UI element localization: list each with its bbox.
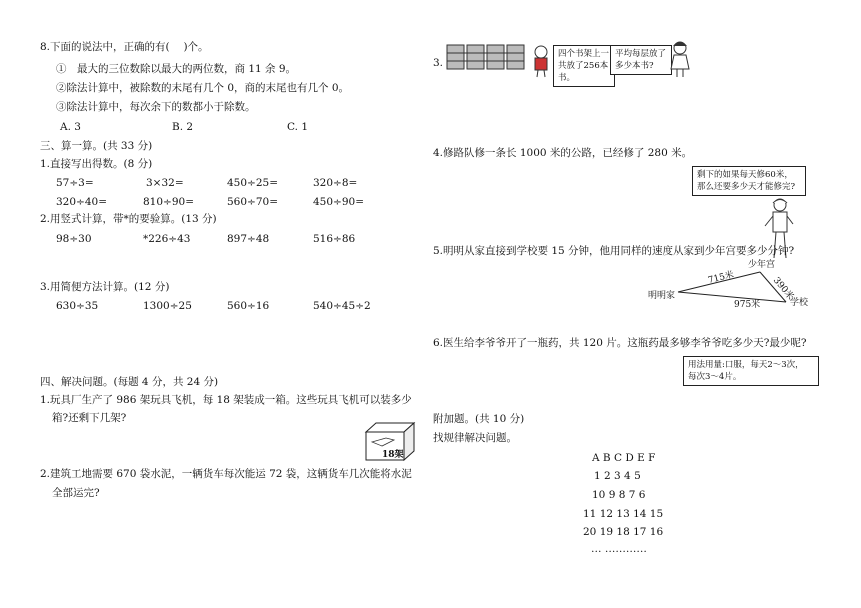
girl-icon (668, 40, 692, 78)
q8-option-b: B. 2 (172, 121, 194, 133)
q3-bubble-2: 平均每层放了多少本书? (610, 45, 672, 75)
calc: 450÷90= (313, 196, 364, 208)
instructions-line2: 每次3～4片。 (688, 372, 742, 382)
part3-title: 3.用简便方法计算。(12 分) (40, 281, 170, 293)
medicine-instructions (683, 356, 819, 386)
extra-subtitle: 找规律解决问题。 (433, 432, 517, 444)
q6-text: 6.医生给李爷爷开了一瓶药，共 120 片。这瓶药最多够李爷爷吃多少天?最少呢? (433, 337, 807, 349)
label-palace: 少年宫 (748, 260, 776, 270)
distance-home-palace: 715米 (707, 269, 736, 287)
pattern-row-2: 10 9 8 7 6 (592, 489, 646, 501)
distance-palace-school: 390米 (770, 275, 796, 303)
calc: 897÷48 (227, 233, 270, 245)
pattern-row-4: 20 19 18 17 16 (583, 526, 664, 538)
calc: 516÷86 (313, 233, 356, 245)
q5-text: 5.明明从家直接到学校要 15 分钟，他用同样的速度从家到少年宫要多少分钟? (433, 245, 795, 257)
q4-bubble: 剩下的如果每天修60米，那么还要多少天才能修完? (692, 166, 806, 196)
extra-title: 附加题。(共 10 分) (433, 413, 525, 425)
q4-text: 4.修路队修一条长 1000 米的公路，已经修了 280 米。 (433, 147, 693, 159)
part1-title: 1.直接写出得数。(8 分) (40, 158, 153, 170)
problem1-line2: 箱?还剩下几架? (52, 412, 127, 424)
distance-home-school: 975米 (734, 300, 761, 310)
q3-number: 3. (433, 57, 444, 69)
q8-statement-3: ③除法计算中，每次余下的数都小于除数。 (56, 101, 256, 113)
label-home: 明明家 (648, 291, 676, 301)
part2-title: 2.用竖式计算，带*的要验算。(13 分) (40, 213, 217, 225)
calc: 630÷35 (56, 300, 99, 312)
q8-stem: 8.下面的说法中，正确的有( )个。 (40, 41, 209, 53)
calc: 320÷8= (313, 177, 358, 189)
calc: *226÷43 (143, 233, 191, 245)
section3-title: 三、算一算。(共 33 分) (40, 140, 153, 152)
calc: 450÷25= (227, 177, 278, 189)
calc: 560÷16 (227, 300, 270, 312)
calc: 540÷45÷2 (313, 300, 371, 312)
section4-title: 四、解决问题。(每题 4 分，共 24 分) (40, 376, 219, 388)
q8-statement-2: ②除法计算中，被除数的末尾有几个 0，商的末尾也有几个 0。 (56, 82, 350, 94)
calc: 3×32= (146, 177, 184, 189)
q8-option-a: A. 3 (60, 121, 81, 133)
problem2-line1: 2.建筑工地需要 670 袋水泥，一辆货车每次能运 72 袋，这辆货车几次能将水泥 (40, 468, 412, 480)
calc: 1300÷25 (143, 300, 192, 312)
label-school: 学校 (790, 298, 809, 308)
calc: 320÷40= (56, 196, 107, 208)
calc: 98÷30 (56, 233, 92, 245)
pattern-row-3: 11 12 13 14 15 (583, 508, 664, 520)
calc: 560÷70= (227, 196, 278, 208)
boy-icon (530, 44, 552, 78)
q3-bubble-1: 四个书架上一共放了256本书。 (553, 45, 615, 87)
problem1-line1: 1.玩具厂生产了 986 架玩具飞机，每 18 架装成一箱。这些玩具飞机可以装多少 (40, 394, 412, 406)
bookshelves-icon (446, 44, 526, 70)
q8-option-c: C. 1 (287, 121, 309, 133)
pattern-header: A B C D E F (592, 452, 656, 464)
pattern-ellipsis: … ………… (591, 543, 647, 555)
box-label: 18架 (382, 450, 404, 460)
calc: 810÷90= (143, 196, 194, 208)
q8-statement-1: ① 最大的三位数除以最大的两位数，商 11 余 9。 (56, 63, 297, 75)
calc: 57÷3= (56, 177, 94, 189)
instructions-line1: 用法用量:口服，每天2～3次， (688, 360, 804, 370)
pattern-row-1: 1 2 3 4 5 (594, 470, 641, 482)
problem2-line2: 全部运完? (52, 487, 100, 499)
